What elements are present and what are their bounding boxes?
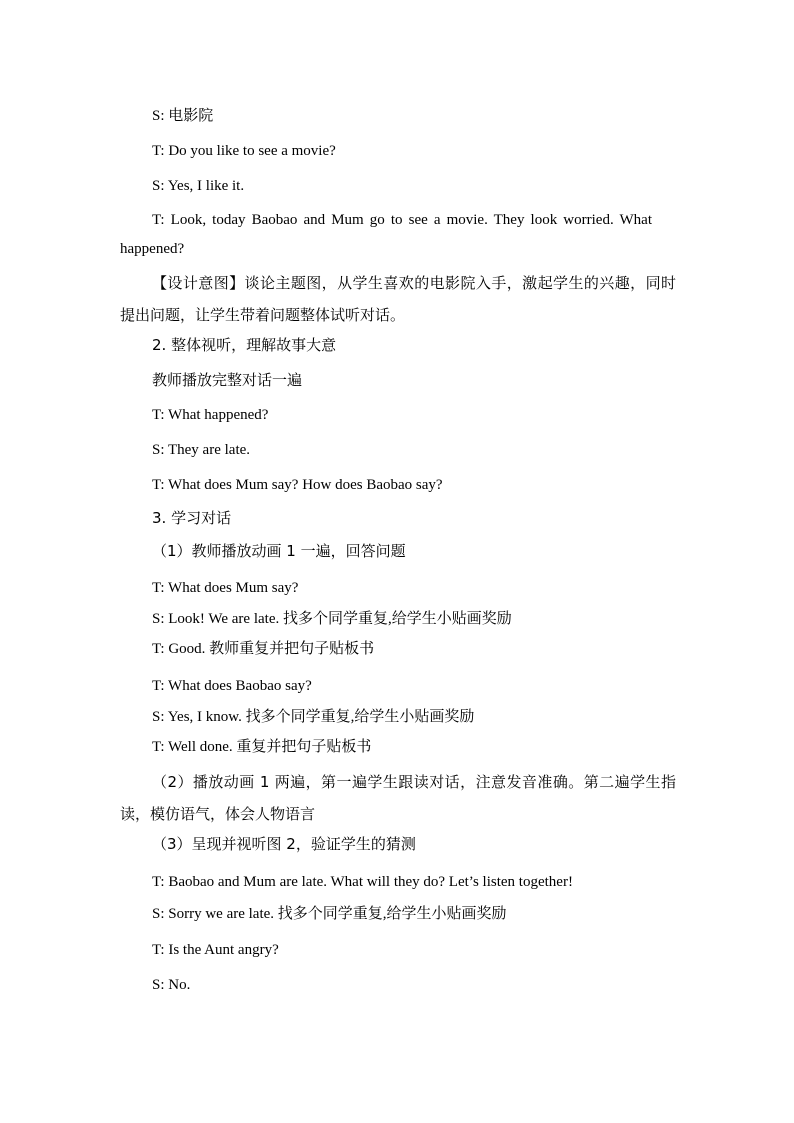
instruction-line: 教师播放完整对话一遍: [152, 371, 303, 389]
dialogue-line: T: Look, today Baobao and Mum go to see a movie. They look worried. What: [152, 212, 652, 228]
dialogue-line: S: Look! We are late. 找多个同学重复,给学生小贴画奖励: [152, 611, 512, 627]
dialogue-line: T: What happened?: [152, 407, 269, 423]
dialogue-line: S: 电影院: [152, 108, 214, 124]
dialogue-line: S: Yes, I know. 找多个同学重复,给学生小贴画奖励: [152, 709, 475, 725]
dialogue-line: T: Baobao and Mum are late. What will they do? Let’s listen together!: [152, 874, 573, 890]
instruction-line: （1）教师播放动画 1 一遍，回答问题: [152, 542, 406, 560]
section-heading: 2. 整体视听，理解故事大意: [152, 336, 337, 354]
dialogue-line: T: What does Mum say?: [152, 580, 299, 596]
dialogue-line: T: Good. 教师重复并把句子贴板书: [152, 641, 375, 657]
dialogue-line: T: What does Baobao say?: [152, 678, 312, 694]
dialogue-line: T: Do you like to see a movie?: [152, 143, 336, 159]
dialogue-line-continued: happened?: [120, 241, 185, 257]
section-heading: 3. 学习对话: [152, 509, 232, 527]
dialogue-line: S: Sorry we are late. 找多个同学重复,给学生小贴画奖励: [152, 906, 507, 922]
design-intent-paragraph: 【设计意图】谈论主题图，从学生喜欢的电影院入手，激起学生的兴趣，同时提出问题，让学生带着问题整体试听对话。: [120, 274, 676, 324]
dialogue-line: T: Well done. 重复并把句子贴板书: [152, 739, 372, 755]
dialogue-line: T: What does Mum say? How does Baobao say?: [152, 477, 443, 493]
instruction-line: （3）呈现并视听图 2，验证学生的猜测: [152, 835, 416, 853]
instruction-paragraph: （2）播放动画 1 两遍，第一遍学生跟读对话，注意发音准确。第二遍学生指读，模仿语气，体会人物语言: [120, 773, 676, 823]
dialogue-line: S: Yes, I like it.: [152, 178, 245, 194]
dialogue-line: S: No.: [152, 977, 191, 993]
dialogue-line: T: Is the Aunt angry?: [152, 942, 279, 958]
dialogue-line: S: They are late.: [152, 442, 251, 458]
